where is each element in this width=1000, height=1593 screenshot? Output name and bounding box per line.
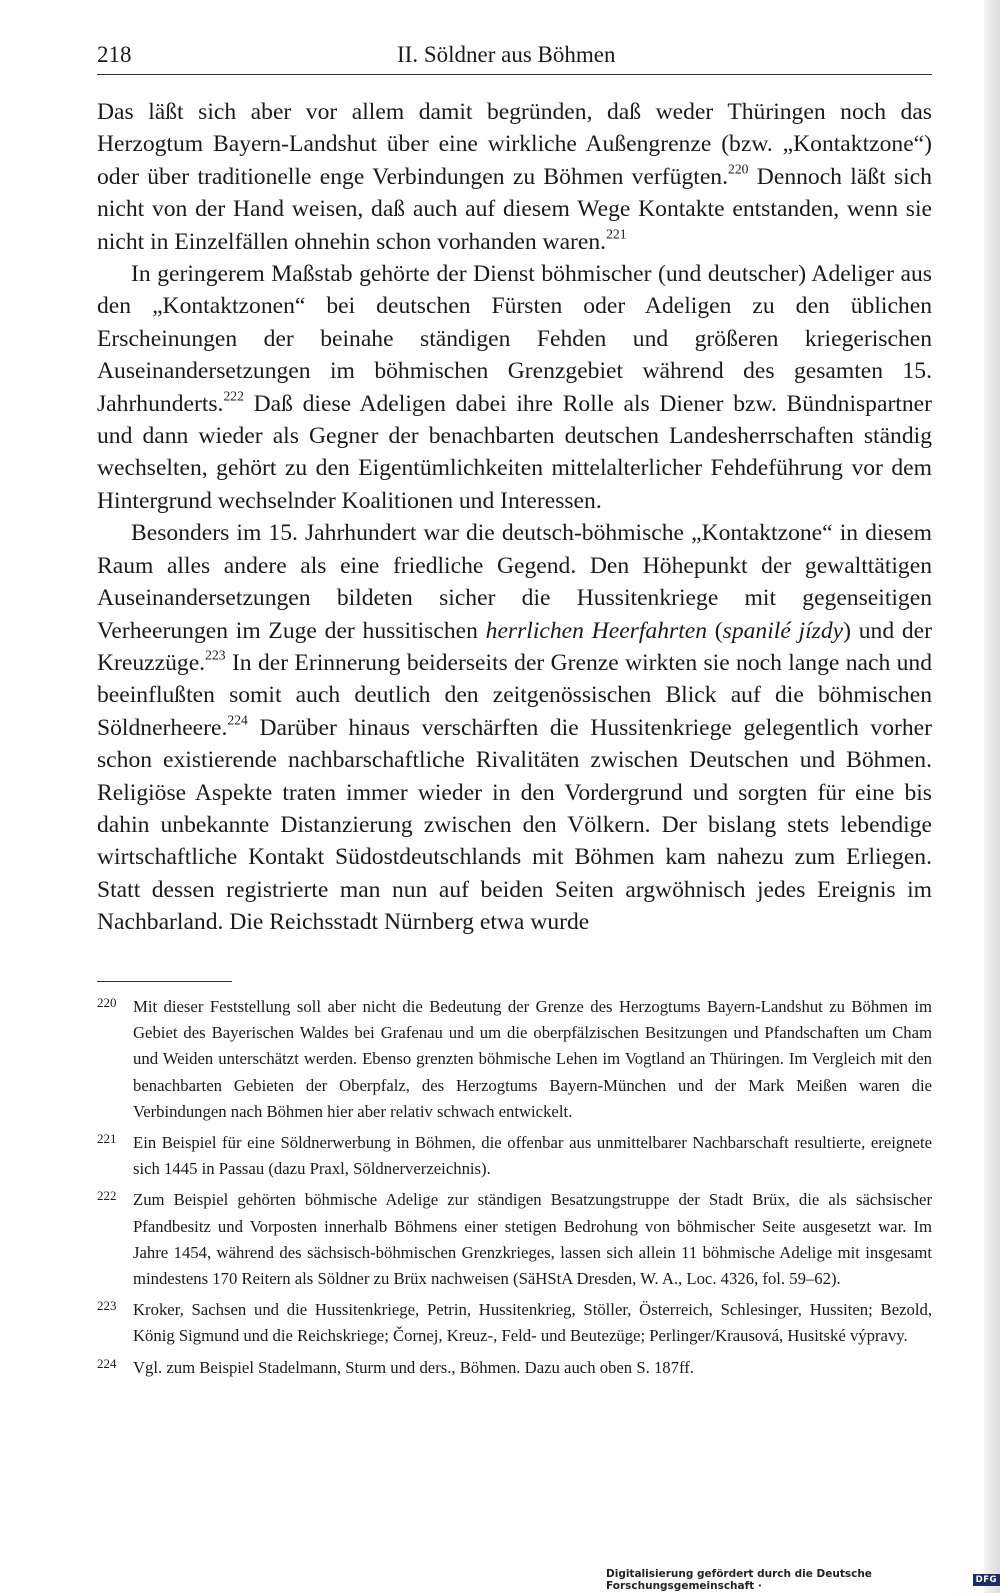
running-head: [97, 40, 932, 75]
italic-term: herrlichen Heerfahrten: [485, 617, 708, 644]
text-run: ) und der Kreuzzüge.: [97, 617, 933, 676]
footnote-number: 224: [97, 1355, 117, 1371]
footnote-222: [97, 1187, 932, 1292]
paragraph-1: [97, 96, 932, 258]
text-run: In der Erinnerung beiderseits der Grenze wirkten sie noch lange nach und beeinflußten somit auch deutlich den zeitgenössischen Blick auf die böhmischen Söldnerheere.: [97, 649, 932, 741]
footnote-ref-221[interactable]: 221: [606, 226, 627, 242]
footnote-ref-224[interactable]: 224: [227, 712, 248, 728]
footnote-221: [97, 1130, 932, 1182]
footnote-number: 221: [97, 1131, 117, 1147]
footnote-ref-222[interactable]: 222: [223, 388, 244, 404]
footnote-number: 222: [97, 1188, 117, 1204]
footnote-ref-220[interactable]: 220: [727, 161, 749, 177]
footnote-text: Zum Beispiel gehörten böhmische Adelige zur ständigen Besatzungstruppe der Stadt Brüx, die als sächsischer Pfandbesitz und Vorposten innerhalb Böhmens einer stetigen Bedrohung von böhmischer Seite ausgesetzt war. Im Jahre 1454, während des sächsisch-böhmischen Grenzkrieges, lassen sich allein 11 böhmische Adelige mit insgesamt mindestens 170 Reitern als Söldner zu Brüx nachweisen (SäHStA Dresden, W. A., Loc. 4326, fol. 59–62).: [133, 1190, 932, 1289]
text-run: Darüber hinaus verschärften die Hussitenkriege gelegentlich vorher schon existierende nachbarschaftliche Rivalitäten zwischen Deutschen und Böhmen. Religiöse Aspekte traten immer wieder in den Vordergrund und sorgten für eine bis dahin unbekannte Distanzierung zwischen den Völkern. Der bislang stets lebendige wirtschaftliche Kontakt Südostdeutschlands mit Böhmen kam nahezu zum Erliegen. Statt dessen registrierte man nun auf beiden Seiten argwöhnisch jedes Ereignis im Nachbarland. Die Reichsstadt Nürnberg etwa wurde: [97, 714, 932, 936]
text-run: Daß diese Adeligen dabei ihre Rolle als Diener bzw. Bündnispartner und dann wieder als Gegner der benachbarten deutschen Landesherrschaften ständig wechselten, gehört zu den Eigentümlichkeiten mittelalterlicher Fehdeführung vor dem Hintergrund wechselnder Koalitionen und Interessen.: [97, 390, 932, 514]
text-run: (: [707, 617, 723, 644]
footnote-text: Ein Beispiel für eine Söldnerwerbung in Böhmen, die offenbar aus unmittelbarer Nachbarschaft resultierte, ereignete sich 1445 in Passau (dazu Praxl, Söldnerverzeichnis).: [133, 1133, 932, 1179]
page-edge-shadow: [984, 0, 1000, 1593]
footnote-text: Kroker, Sachsen und die Hussitenkriege, Petrin, Hussitenkrieg, Stöller, Österreich, Schlesinger, Hussiten; Bezold, König Sigmund und die Reichskriege; Čornej, Kreuz-, Feld- und Beutezüge; Perlinger/Krausová, Husitské výpravy.: [133, 1300, 932, 1346]
footnote-divider: [97, 981, 232, 982]
dfg-logo: DFG: [973, 1574, 1000, 1586]
footnote-ref-223[interactable]: 223: [205, 647, 226, 663]
footnotes: [97, 994, 932, 1386]
digitization-credit: [606, 1568, 1000, 1592]
text-run: In geringerem Maßstab gehörte der Dienst böhmischer (und deutscher) Adeliger aus den „Kontaktzonen“ bei deutschen Fürsten oder Adeligen zu den üblichen Erscheinungen der beinahe ständigen Fehden und größeren kriegerischen Auseinandersetzungen im böhmischen Grenzgebiet während des gesamten 15. Jahrhunderts.: [97, 261, 932, 417]
text-run: Das läßt sich aber vor allem damit begründen, daß weder Thüringen noch das Herzogtum Bayern-Landshut über eine wirkliche Außengrenze (bzw. „Kontaktzone“) oder über traditionelle enge Verbindungen zu Böhmen verfügten.: [97, 99, 932, 190]
text-run: Dennoch läßt sich nicht von der Hand weisen, daß auch auf diesem Wege Kontakte entstanden, wenn sie nicht in Einzelfällen ohnehin schon vorhanden waren.: [97, 163, 932, 255]
page-number: 218: [97, 42, 132, 67]
footnote-224: [97, 1355, 932, 1381]
credit-text: Digitalisierung gefördert durch die Deutsche Forschungsgemeinschaft ·: [606, 1568, 872, 1592]
footnote-220: [97, 994, 932, 1125]
footnote-text: Vgl. zum Beispiel Stadelmann, Sturm und ders., Böhmen. Dazu auch oben S. 187ff.: [133, 1357, 694, 1377]
footnote-text: Mit dieser Feststellung soll aber nicht die Bedeutung der Grenze des Herzogtums Bayern-Landshut zu Böhmen im Gebiet des Bayerischen Waldes bei Grafenau und um die oberpfälzischen Besitzungen und Pfandschaften um Cham und Weiden unterschätzt werden. Ebenso grenzten böhmische Lehen im Vogtland an Thüringen. Im Vergleich mit den benachbarten Gebieten der Oberpfalz, des Herzogtums Bayern-München und der Mark Meißen waren die Verbindungen nach Böhmen hier aber relativ schwach entwickelt.: [133, 997, 932, 1121]
paragraph-3: [97, 517, 932, 938]
footnote-number: 220: [97, 995, 117, 1010]
footnote-223: [97, 1297, 932, 1349]
footnote-number: 223: [97, 1298, 117, 1314]
italic-term: spanilé jízdy: [722, 617, 844, 644]
paragraph-2: [97, 258, 932, 517]
main-text: [97, 96, 932, 939]
text-run: Besonders im 15. Jahrhundert war die deutsch-böhmische „Kontaktzone“ in diesem Raum alles andere als eine friedliche Gegend. Den Höhepunkt der gewalttätigen Auseinandersetzungen bildeten sicher die Hussitenkriege mit gegenseitigen Verheerungen im Zuge der hussitischen: [97, 520, 932, 644]
chapter-title: II. Söldner aus Böhmen: [397, 42, 616, 67]
